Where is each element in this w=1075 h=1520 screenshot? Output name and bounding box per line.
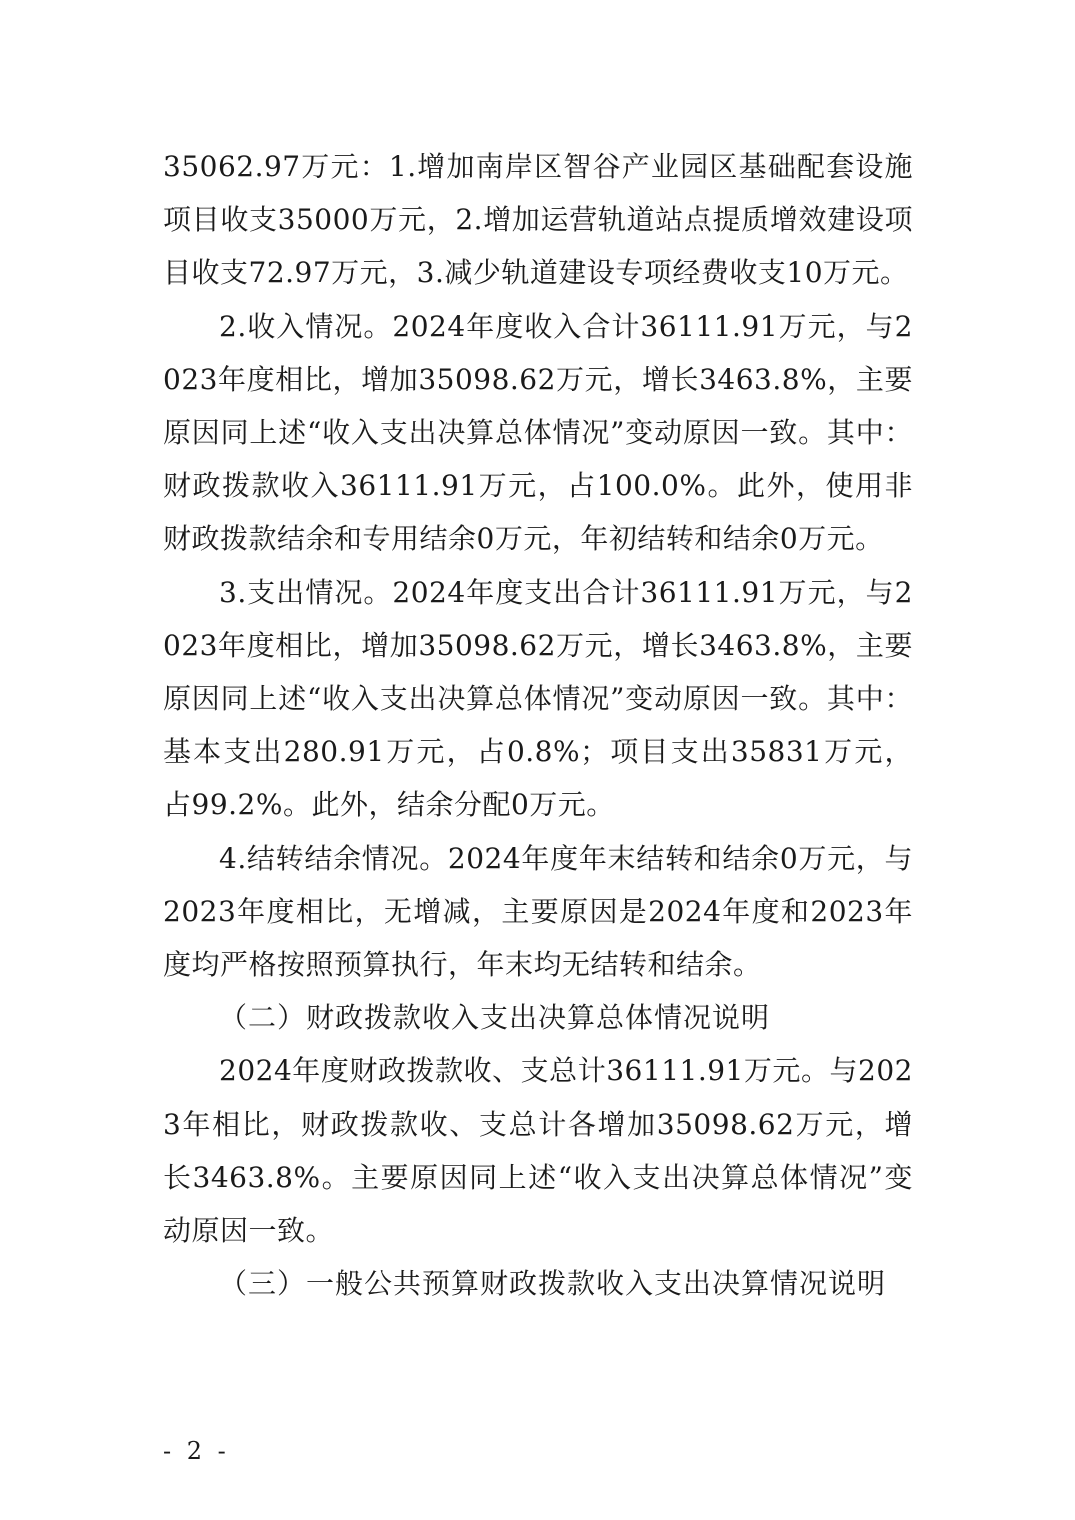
section-heading-2: （二）财政拨款收入支出决算总体情况说明 (219, 1001, 771, 1035)
paragraph-income: 2.收入情况。2024年度收入合计36111.91万元，与2023年度相比，增加35098.62万元，增长3463.8%，主要原因同上述“收入支出决算总体情况”变动原因一致。其中：财政拨款收入36111.91万元，占100.0%。此外，使用非财政拨款结余和专用结余0万元，年初结转和结余0万元。 (163, 309, 913, 556)
section-heading-3: （三）一般公共预算财政拨款收入支出决算情况说明 (219, 1267, 887, 1301)
paragraph-carryover: 4.结转结余情况。2024年度年末结转和结余0万元，与2023年度相比，无增减，主要原因是2024年度和2023年度均严格按照预算执行，年末均无结转和结余。 (163, 841, 913, 982)
paragraph-fiscal-appropriation: 2024年度财政拨款收、支总计36111.91万元。与2023年相比，财政拨款收、支总计各增加35098.62万元，增长3463.8%。主要原因同上述“收入支出决算总体情况”变动原因一致。 (163, 1054, 913, 1248)
paragraph-expenditure: 3.支出情况。2024年度支出合计36111.91万元，与2023年度相比，增加35098.62万元，增长3463.8%，主要原因同上述“收入支出决算总体情况”变动原因一致。其中：基本支出280.91万元，占0.8%；项目支出35831万元，占99.2%。此外，结余分配0万元。 (163, 575, 913, 822)
document-body (163, 140, 913, 1310)
page-number: - 2 - (163, 1437, 230, 1465)
paragraph-continuation: 35062.97万元：1.增加南岸区智谷产业园区基础配套设施项目收支35000万元，2.增加运营轨道站点提质增效建设项目收支72.97万元，3.减少轨道建设专项经费收支10万元。 (163, 150, 913, 290)
